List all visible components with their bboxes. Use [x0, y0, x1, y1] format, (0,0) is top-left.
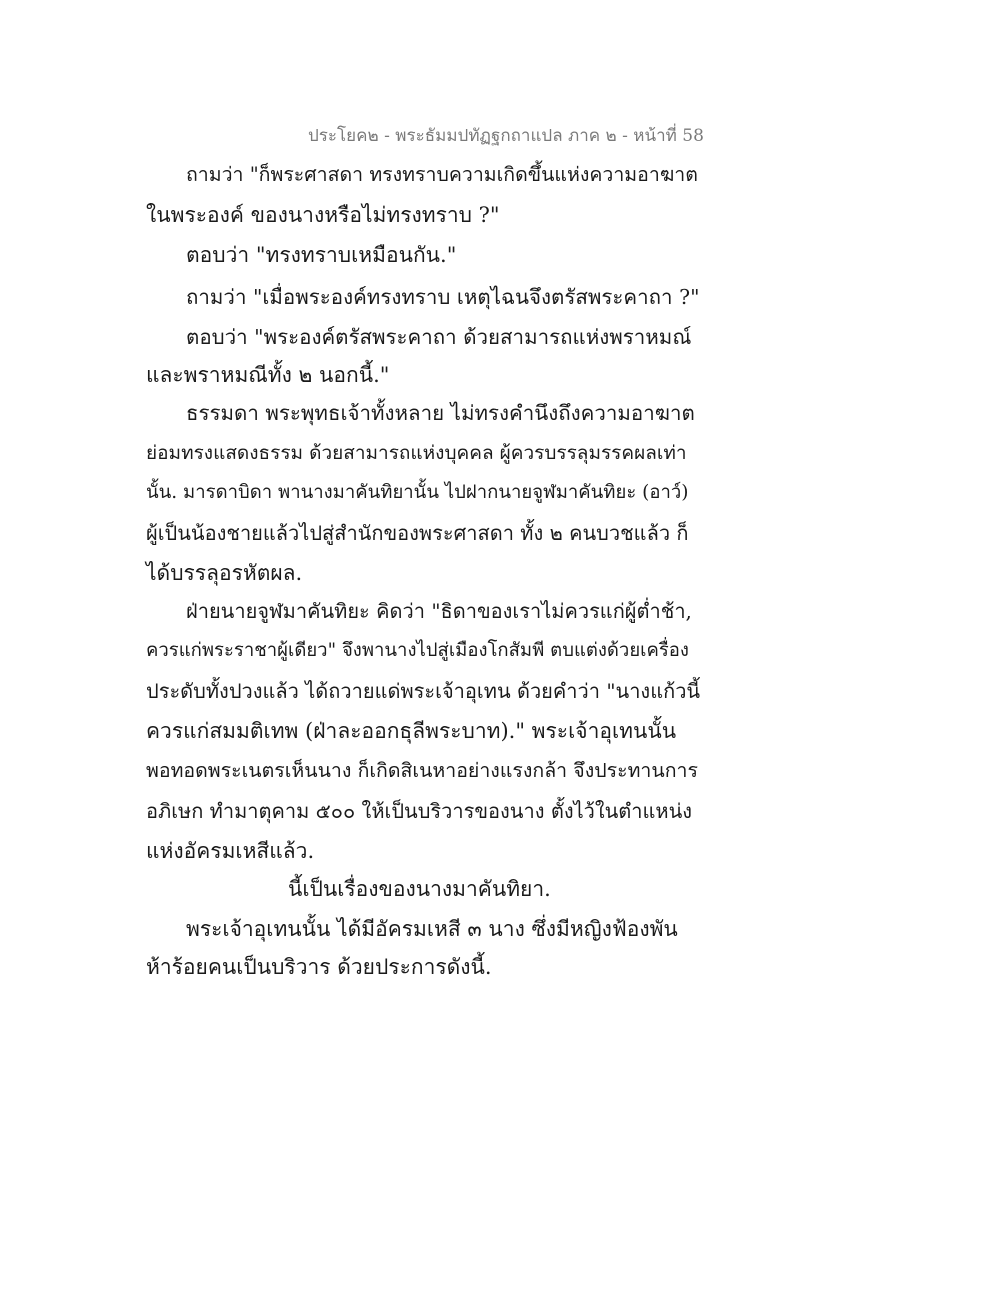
- running-header: ประโยค๒ - พระธัมมปทัฏฐกถาแปล ภาค ๒ - หน้าที่ 58: [308, 126, 704, 146]
- text-line: ได้บรรลุอรหัตผล.: [146, 561, 303, 585]
- text-line: ตอบว่า "ทรงทราบเหมือนกัน.": [186, 243, 457, 267]
- text-line: ย่อมทรงแสดงธรรม ด้วยสามารถแห่งบุคคล ผู้ควรบรรลุมรรคผลเท่า: [146, 442, 687, 464]
- text-line: ถามว่า "ก็พระศาสดา ทรงทราบความเกิดขึ้นแห่งความอาฆาต: [186, 163, 698, 186]
- text-line: ผู้เป็นน้องชายแล้วไปสู่สำนักของพระศาสดา ทั้ง ๒ คนบวชแล้ว ก็: [146, 521, 689, 545]
- text-line: และพราหมณีทั้ง ๒ นอกนี้.": [146, 363, 390, 387]
- text-line: ควรแก่สมมติเทพ (ฝ่าละออกธุลีพระบาท)." พระเจ้าอุเทนนั้น: [146, 719, 677, 743]
- text-line: ถามว่า "เมื่อพระองค์ทรงทราบ เหตุไฉนจึงตรัสพระคาถา ?": [186, 285, 700, 309]
- text-line: แห่งอัครมเหสีแล้ว.: [146, 839, 315, 863]
- text-line: ประดับทั้งปวงแล้ว ได้ถวายแด่พระเจ้าอุเทน ด้วยคำว่า "นางแก้วนี้: [146, 679, 701, 703]
- text-line: ควรแก่พระราชาผู้เดียว" จึงพานางไปสู่เมืองโกสัมพี ตบแต่งด้วยเครื่อง: [146, 640, 689, 661]
- text-line: พอทอดพระเนตรเห็นนาง ก็เกิดสิเนหาอย่างแรงกล้า จึงประทานการ: [146, 759, 698, 782]
- text-line: ห้าร้อยคนเป็นบริวาร ด้วยประการดังนี้.: [146, 955, 492, 979]
- text-line: ในพระองค์ ของนางหรือไม่ทรงทราบ ?": [146, 203, 500, 227]
- text-line: นั้น. มารดาบิดา พานางมาคันทิยานั้น ไปฝากนายจูฬมาคันทิยะ (อาว์): [146, 482, 689, 503]
- text-line: อภิเษก ทำมาตุคาม ๕๐๐ ให้เป็นบริวารของนาง ตั้งไว้ในตำแหน่ง: [146, 799, 693, 823]
- text-line: ฝ่ายนายจูฬมาคันทิยะ คิดว่า "ธิดาของเราไม่ควรแก่ผู้ต่ำช้า,: [186, 599, 692, 623]
- story-end-line: นี้เป็นเรื่องของนางมาคันทิยา.: [288, 877, 551, 901]
- text-line: ธรรมดา พระพุทธเจ้าทั้งหลาย ไม่ทรงคำนึงถึงความอาฆาต: [186, 401, 695, 425]
- text-line: ตอบว่า "พระองค์ตรัสพระคาถา ด้วยสามารถแห่งพราหมณ์: [186, 325, 692, 349]
- text-line: พระเจ้าอุเทนนั้น ได้มีอัครมเหสี ๓ นาง ซึ่งมีหญิงฟ้องพัน: [186, 917, 678, 941]
